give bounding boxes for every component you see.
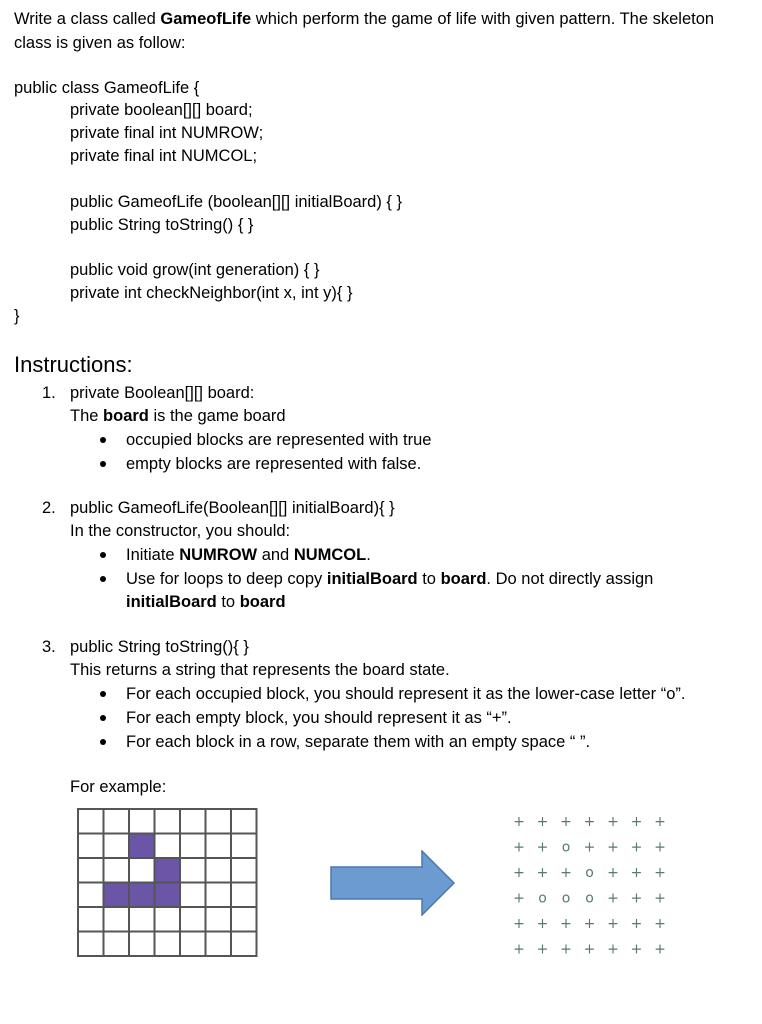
item-3-title: public String toString(){ } <box>70 638 249 656</box>
board-char-empty: + <box>513 890 525 907</box>
grid-cell-empty <box>206 809 232 834</box>
item-1-desc: The board is the game board <box>70 407 286 425</box>
bullet-dot <box>100 715 106 721</box>
code-constructor: public GameofLife (boolean[][] initialBoard) { } <box>70 193 403 211</box>
bullet-dot <box>100 739 106 745</box>
grid-cell-empty <box>129 932 155 957</box>
board-char-empty: + <box>607 941 619 958</box>
item-3-number: 3. <box>42 638 56 656</box>
board-char-occupied: o <box>585 890 594 907</box>
board-char-empty: + <box>607 839 619 856</box>
code-class-open: public class GameofLife { <box>14 79 200 97</box>
grid-cell-empty <box>104 809 130 834</box>
grid-cell-occupied <box>129 883 155 908</box>
grid-cell-empty <box>206 883 232 908</box>
board-char-empty: + <box>583 814 596 830</box>
code-grow: public void grow(int generation) { } <box>70 261 320 279</box>
board-char-empty: + <box>536 916 549 932</box>
grid-cell-empty <box>180 907 206 932</box>
board-char-empty: + <box>583 916 596 932</box>
item-1-bullet-1: occupied blocks are represented with true <box>126 431 432 449</box>
board-char-empty: + <box>630 865 643 881</box>
example-label: For example: <box>70 778 167 796</box>
grid-cell-empty <box>206 932 232 957</box>
code-field-board: private boolean[][] board; <box>70 101 253 119</box>
item-2-bullet-2-line-2: initialBoard to board <box>126 593 286 611</box>
class-name: GameofLife <box>160 10 252 28</box>
grid-cell-empty <box>129 809 155 834</box>
grid-cell-empty <box>78 809 104 834</box>
grid-cell-empty <box>155 932 181 957</box>
item-2-number: 2. <box>42 499 56 517</box>
bullet-dot <box>100 691 106 697</box>
board-char-empty: + <box>654 814 666 830</box>
intro-line-2: class is given as follow: <box>14 34 186 52</box>
grid-cell-empty <box>155 809 181 834</box>
grid-cell-empty <box>104 834 130 859</box>
grid-cell-empty <box>206 907 232 932</box>
board-char-empty: + <box>560 941 572 958</box>
board-char-occupied: o <box>538 890 547 907</box>
item-2-title: public GameofLife(Boolean[][] initialBoard){ } <box>70 499 395 517</box>
board-char-empty: + <box>536 941 549 958</box>
board-char-empty: + <box>654 890 666 907</box>
item-3-bullet-1: For each occupied block, you should represent it as the lower-case letter “o”. <box>126 685 686 703</box>
grid-cell-empty <box>180 834 206 859</box>
board-char-empty: + <box>513 865 525 881</box>
board-char-empty: + <box>560 916 572 932</box>
grid-cell-empty <box>206 834 232 859</box>
grid-cell-empty <box>180 809 206 834</box>
board-char-empty: + <box>630 916 643 932</box>
board-char-empty: + <box>513 814 525 830</box>
grid-cell-empty <box>104 858 130 883</box>
code-field-numrow: private final int NUMROW; <box>70 124 264 142</box>
bullet-dot <box>100 461 106 467</box>
item-3-bullet-3: For each block in a row, separate them with an empty space “ ”. <box>126 733 591 751</box>
item-3-desc: This returns a string that represents the board state. <box>70 661 450 679</box>
grid-cell-empty <box>180 932 206 957</box>
board-char-empty: + <box>654 941 666 958</box>
board-char-empty: + <box>536 814 549 830</box>
grid-cell-empty <box>78 858 104 883</box>
arrow-shape <box>331 851 454 915</box>
board-char-empty: + <box>607 916 619 932</box>
board-char-empty: + <box>630 839 643 856</box>
grid-cell-empty <box>155 907 181 932</box>
grid-cell-empty <box>78 834 104 859</box>
intro-line-1: Write a class called GameofLife which perform the game of life with given pattern. The skeleton <box>14 10 715 28</box>
grid-cell-empty <box>231 932 257 957</box>
item-1-title: private Boolean[][] board: <box>70 384 255 402</box>
board-char-empty: + <box>607 865 619 881</box>
grid-cell-empty <box>129 858 155 883</box>
grid-cell-occupied <box>129 834 155 859</box>
board-char-empty: + <box>583 941 596 958</box>
board-char-empty: + <box>607 890 619 907</box>
board-char-empty: + <box>560 865 572 881</box>
bullet-dot <box>100 552 106 558</box>
bullet-dot <box>100 437 106 443</box>
grid-cell-occupied <box>155 883 181 908</box>
arrow-icon <box>330 850 456 916</box>
grid-cell-occupied <box>155 858 181 883</box>
grid-cell-empty <box>231 834 257 859</box>
item-3-bullet-2: For each empty block, you should represent it as “+”. <box>126 709 512 727</box>
board-char-empty: + <box>654 865 666 881</box>
item-2-bullet-1: Initiate NUMROW and NUMCOL. <box>126 546 371 564</box>
board-string-output <box>505 808 675 968</box>
board-char-empty: + <box>630 941 643 958</box>
bullet-dot <box>100 576 106 582</box>
board-char-occupied: o <box>561 890 571 907</box>
board-char-empty: + <box>536 865 549 881</box>
item-1-bullet-2: empty blocks are represented with false. <box>126 455 422 473</box>
code-checkneighbor: private int checkNeighbor(int x, int y){ } <box>70 284 353 302</box>
board-char-empty: + <box>513 941 525 958</box>
grid-cell-empty <box>78 907 104 932</box>
grid-cell-empty <box>129 907 155 932</box>
board-char-empty: + <box>560 814 572 830</box>
code-tostring: public String toString() { } <box>70 216 254 234</box>
grid-cell-empty <box>78 883 104 908</box>
item-1-number: 1. <box>42 384 56 402</box>
grid-cell-occupied <box>104 883 130 908</box>
grid-cell-empty <box>231 809 257 834</box>
grid-cell-empty <box>231 858 257 883</box>
grid-cell-empty <box>231 907 257 932</box>
board-char-empty: + <box>513 839 525 856</box>
grid-cell-empty <box>180 858 206 883</box>
board-char-empty: + <box>630 814 643 830</box>
board-char-empty: + <box>513 916 525 932</box>
grid-cell-empty <box>231 883 257 908</box>
board-char-occupied: o <box>585 865 594 881</box>
item-2-desc: In the constructor, you should: <box>70 522 291 540</box>
grid-cell-empty <box>104 932 130 957</box>
grid-cell-empty <box>206 858 232 883</box>
grid-cell-empty <box>104 907 130 932</box>
grid-cell-empty <box>78 932 104 957</box>
board-char-empty: + <box>583 839 596 856</box>
code-class-close: } <box>14 307 20 325</box>
board-char-empty: + <box>536 839 549 856</box>
grid-cell-empty <box>180 883 206 908</box>
game-board-grid <box>75 806 261 966</box>
board-char-empty: + <box>654 839 666 856</box>
grid-cell-empty <box>155 834 181 859</box>
board-char-empty: + <box>607 814 619 830</box>
board-char-empty: + <box>630 890 643 907</box>
board-char-occupied: o <box>561 839 571 856</box>
item-2-bullet-2: Use for loops to deep copy initialBoard to board. Do not directly assign <box>126 570 654 588</box>
board-char-empty: + <box>654 916 666 932</box>
instructions-heading: Instructions: <box>14 352 133 377</box>
code-field-numcol: private final int NUMCOL; <box>70 147 258 165</box>
